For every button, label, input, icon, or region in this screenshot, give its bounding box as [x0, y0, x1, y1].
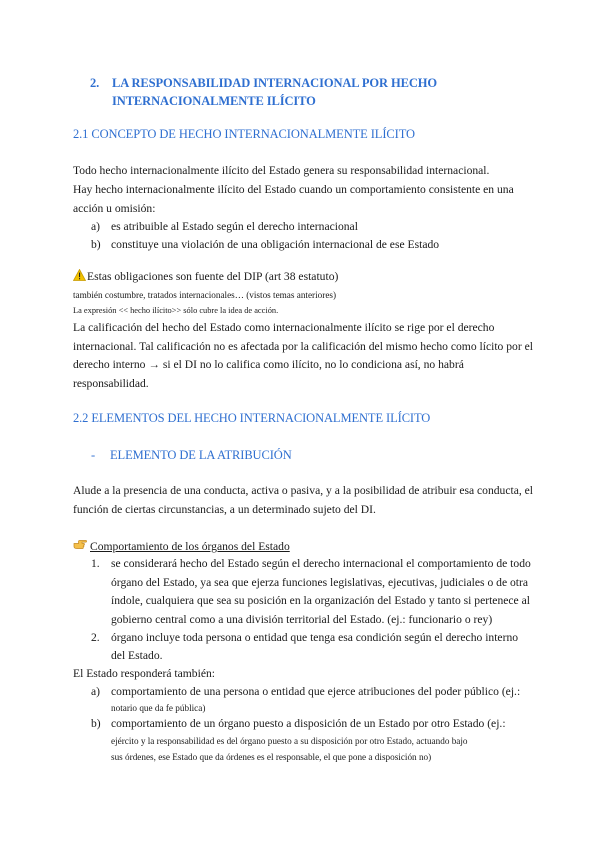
- list-item-marker: a): [91, 220, 101, 233]
- list-item-marker: b): [91, 238, 101, 251]
- subheading-attribution: ELEMENTO DE LA ATRIBUCIÓN: [110, 448, 292, 462]
- note-small-1: también costumbre, tratados internacionales… (vistos temas anteriores): [73, 290, 337, 300]
- organs-item-1-line3: índole, cualquiera que sea su posición en la organización del Estado y tanto si pertenece al: [111, 594, 530, 607]
- note-line: [73, 269, 338, 283]
- section-title-line2: INTERNACIONALMENTE ILÍCITO: [112, 94, 316, 108]
- list-item: constituye una violación de una obligación internacional de ese Estado: [111, 238, 440, 251]
- subsection-title-2-1: 2.1 CONCEPTO DE HECHO INTERNACIONALMENTE ILÍCITO: [73, 127, 415, 141]
- subheading-marker: -: [91, 448, 96, 462]
- paragraph-2-line4: responsabilidad.: [73, 377, 149, 390]
- organs-item-1-line2: órgano del Estado, ya sea que ejerza funciones legislativas, ejecutivas, judiciales o de otra: [111, 576, 529, 589]
- organs-item-2-line2: del Estado.: [111, 649, 163, 662]
- paragraph-2-line2: internacional. Tal calificación no es afectada por la calificación del mismo hecho como lícito por el: [73, 340, 533, 353]
- note-small-2: La expresión << hecho ilícito>> sólo cubre la idea de acción.: [73, 306, 279, 315]
- list2-item-b-small1: ejército y la responsabilidad es del órgano puesto a su disposición por otro Estado, actuando bajo: [111, 736, 468, 746]
- list-item-marker: b): [91, 717, 101, 730]
- paragraph-1-line3: acción u omisión:: [73, 202, 156, 215]
- also-heading: El Estado responderá también:: [73, 667, 215, 680]
- section-title-line1: LA RESPONSABILIDAD INTERNACIONAL POR HECHO: [112, 76, 438, 90]
- paragraph-3-line1: Alude a la presencia de una conducta, activa o pasiva, y a la posibilidad de atribuir esa conducta, el: [73, 484, 534, 497]
- paragraph-2-line1: La calificación del hecho del Estado como internacionalmente ilícito se rige por el derecho: [73, 321, 495, 334]
- list2-item-b-line1: comportamiento de un órgano puesto a disposición de un Estado por otro Estado (ej.:: [111, 717, 506, 730]
- paragraph-1-line1: Todo hecho internacionalmente ilícito del Estado genera su responsabilidad internacional.: [73, 164, 490, 177]
- list2-item-a-line1: comportamiento de una persona o entidad que ejerce atribuciones del poder público (ej.:: [111, 685, 521, 698]
- paragraph-3-line2: función de ciertas circunstancias, a un determinado sujeto del DI.: [73, 503, 376, 516]
- subsection-title-2-2: 2.2 ELEMENTOS DEL HECHO INTERNACIONALMENTE ILÍCITO: [73, 411, 431, 425]
- organs-item-1-line1: se considerará hecho del Estado según el derecho internacional el comportamiento de todo: [111, 557, 531, 570]
- organs-item-1-line4: gobierno central como a una división territorial del Estado. (ej.: funcionario o rey): [111, 613, 493, 626]
- list2-item-b-small2: sus órdenes, ese Estado que da órdenes es el responsable, el que pone a disposición no): [111, 752, 432, 762]
- organs-heading: [73, 539, 290, 554]
- list-item-marker: 2.: [91, 631, 100, 644]
- organs-item-2-line1: órgano incluye toda persona o entidad que tenga esa condición según el derecho interno: [111, 631, 519, 644]
- list-item: es atribuible al Estado según el derecho internacional: [111, 220, 358, 233]
- pointing-hand-icon: [73, 539, 87, 554]
- note-text: Estas obligaciones son fuente del DIP (art 38 estatuto): [87, 270, 339, 283]
- warning-icon: [73, 269, 86, 281]
- list2-item-a-small: notario que da fe pública): [111, 703, 206, 713]
- paragraph-2-line3: derecho interno → si el DI no lo califica como ilícito, no lo condiciona así, no habrá: [73, 358, 464, 371]
- list-item-marker: 1.: [91, 557, 100, 570]
- list-item-marker: a): [91, 685, 101, 698]
- organs-title: Comportamiento de los órganos del Estado: [90, 540, 290, 553]
- section-number: 2.: [90, 76, 100, 90]
- paragraph-1-line2: Hay hecho internacionalmente ilícito del Estado cuando un comportamiento consistente en una: [73, 183, 514, 196]
